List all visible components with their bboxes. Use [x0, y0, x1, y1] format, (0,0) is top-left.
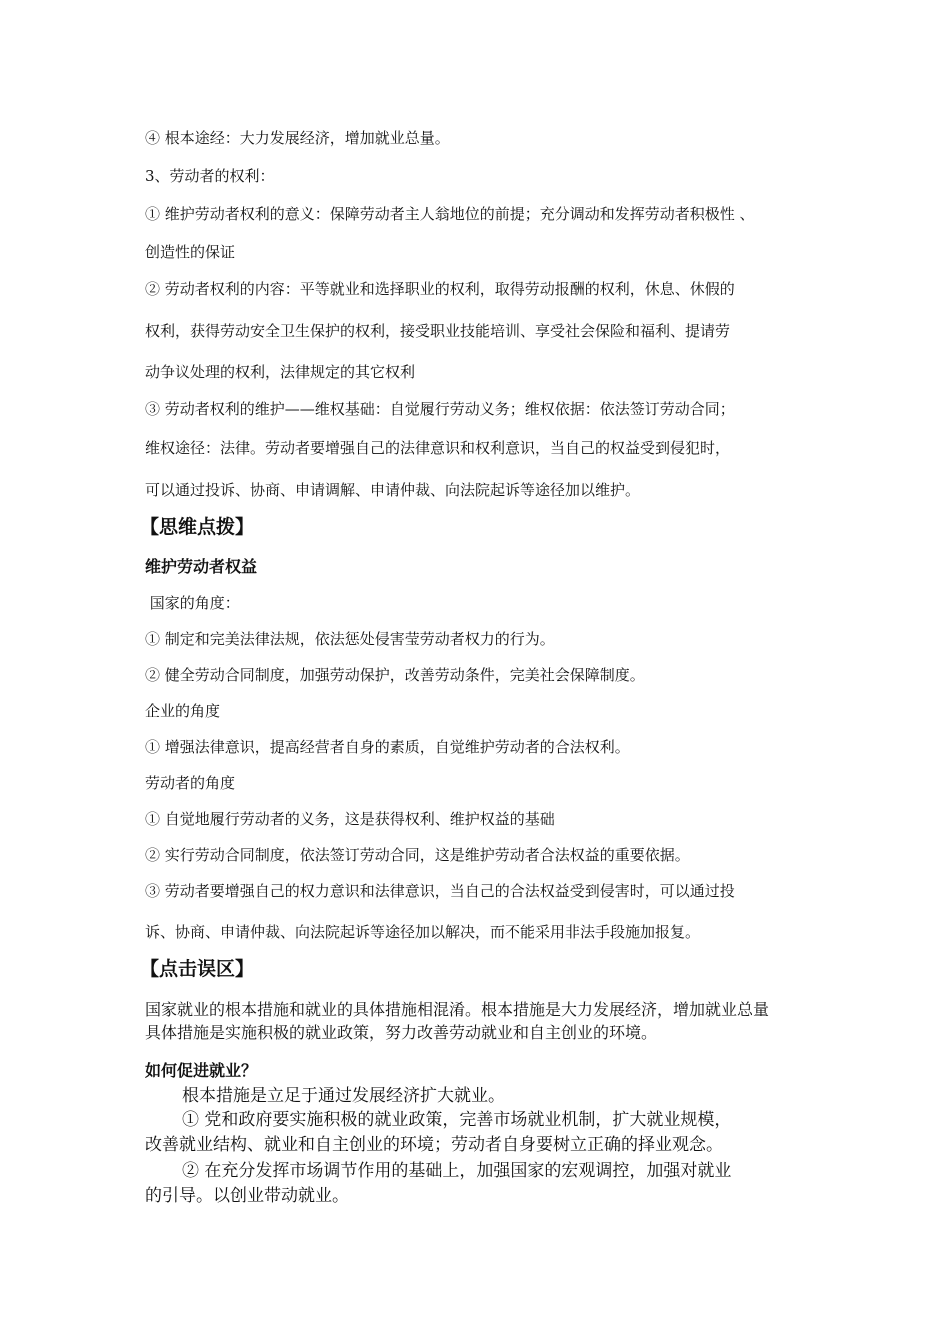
worker-perspective-title: 劳动者的角度	[145, 774, 236, 792]
misconception-line-2: 具体措施是实施积极的就业政策，努力改善劳动就业和自主创业的环境。	[145, 1023, 658, 1042]
section-heading-misconceptions: 【点击误区】	[140, 958, 255, 980]
paragraph-rights-content-cont2: 动争议处理的权利，法律规定的其它权利	[145, 363, 416, 381]
paragraph-rights-protection-cont2: 可以通过投诉、协商、申请调解、申请仲裁、向法院起诉等途径加以维护。	[145, 481, 641, 499]
worker-point-3-cont: 诉、协商、申请仲裁、向法院起诉等途径加以解决，而不能采用非法手段施加报复。	[145, 923, 701, 941]
state-point-1: ① 制定和完美法律法规，依法惩处侵害莹劳动者权力的行为。	[145, 630, 555, 648]
worker-point-1: ① 自觉地履行劳动者的义务，这是获得权利、维护权益的基础	[145, 810, 555, 828]
section-heading-thinking: 【思维点拨】	[140, 516, 255, 538]
state-point-2: ② 健全劳动合同制度，加强劳动保护，改善劳动条件，完美社会保障制度。	[145, 666, 645, 684]
answer-point-2-cont: 的引导。以创业带动就业。	[145, 1186, 349, 1206]
paragraph-rights-protection-cont1: 维权途径：法律。劳动者要增强自己的法律意识和权利意识，当自己的权益受到侵犯时，	[145, 439, 731, 457]
paragraph-rights-content: ② 劳动者权利的内容：平等就业和选择职业的权利，取得劳动报酬的权利，休息、休假的	[145, 280, 735, 298]
worker-point-3: ③ 劳动者要增强自己的权力意识和法律意识，当自己的合法权益受到侵害时，可以通过投	[145, 882, 735, 900]
answer-point-1: ① 党和政府要实施积极的就业政策，完善市场就业机制，扩大就业规模，	[182, 1110, 732, 1130]
enterprise-perspective-title: 企业的角度	[145, 702, 221, 720]
paragraph-rights-protection: ③ 劳动者权利的维护——维权基础：自觉履行劳动义务；维权依据：依法签订劳动合同；	[145, 400, 735, 418]
misconception-line-1: 国家就业的根本措施和就业的具体措施相混淆。根本措施是大力发展经济，增加就业总量	[145, 1000, 770, 1019]
answer-fundamental: 根本措施是立足于通过发展经济扩大就业。	[182, 1086, 505, 1106]
paragraph-workers-rights-title: 3、劳动者的权利：	[145, 167, 275, 185]
enterprise-point-1: ① 增强法律意识，提高经营者自身的素质，自觉维护劳动者的合法权利。	[145, 738, 630, 756]
subheading-protect-rights: 维护劳动者权益	[145, 557, 258, 576]
paragraph-rights-significance: ① 维护劳动者权利的意义：保障劳动者主人翁地位的前提；充分调动和发挥劳动者积极性 、	[145, 205, 755, 223]
state-perspective-title: 国家的角度：	[145, 594, 240, 612]
question-promote-employment: 如何促进就业？	[145, 1061, 258, 1080]
paragraph-fundamental-way: ④ 根本途经：大力发展经济，增加就业总量。	[145, 129, 450, 147]
paragraph-rights-content-cont1: 权利，获得劳动安全卫生保护的权利，接受职业技能培训、享受社会保险和福利、提请劳	[145, 322, 731, 340]
answer-point-2: ② 在充分发挥市场调节作用的基础上，加强国家的宏观调控，加强对就业	[182, 1161, 732, 1181]
paragraph-rights-significance-cont: 创造性的保证	[145, 243, 236, 261]
answer-point-1-cont: 改善就业结构、就业和自主创业的环境；劳动者自身要树立正确的择业观念。	[145, 1135, 723, 1155]
worker-point-2: ② 实行劳动合同制度，依法签订劳动合同，这是维护劳动者合法权益的重要依据。	[145, 846, 690, 864]
